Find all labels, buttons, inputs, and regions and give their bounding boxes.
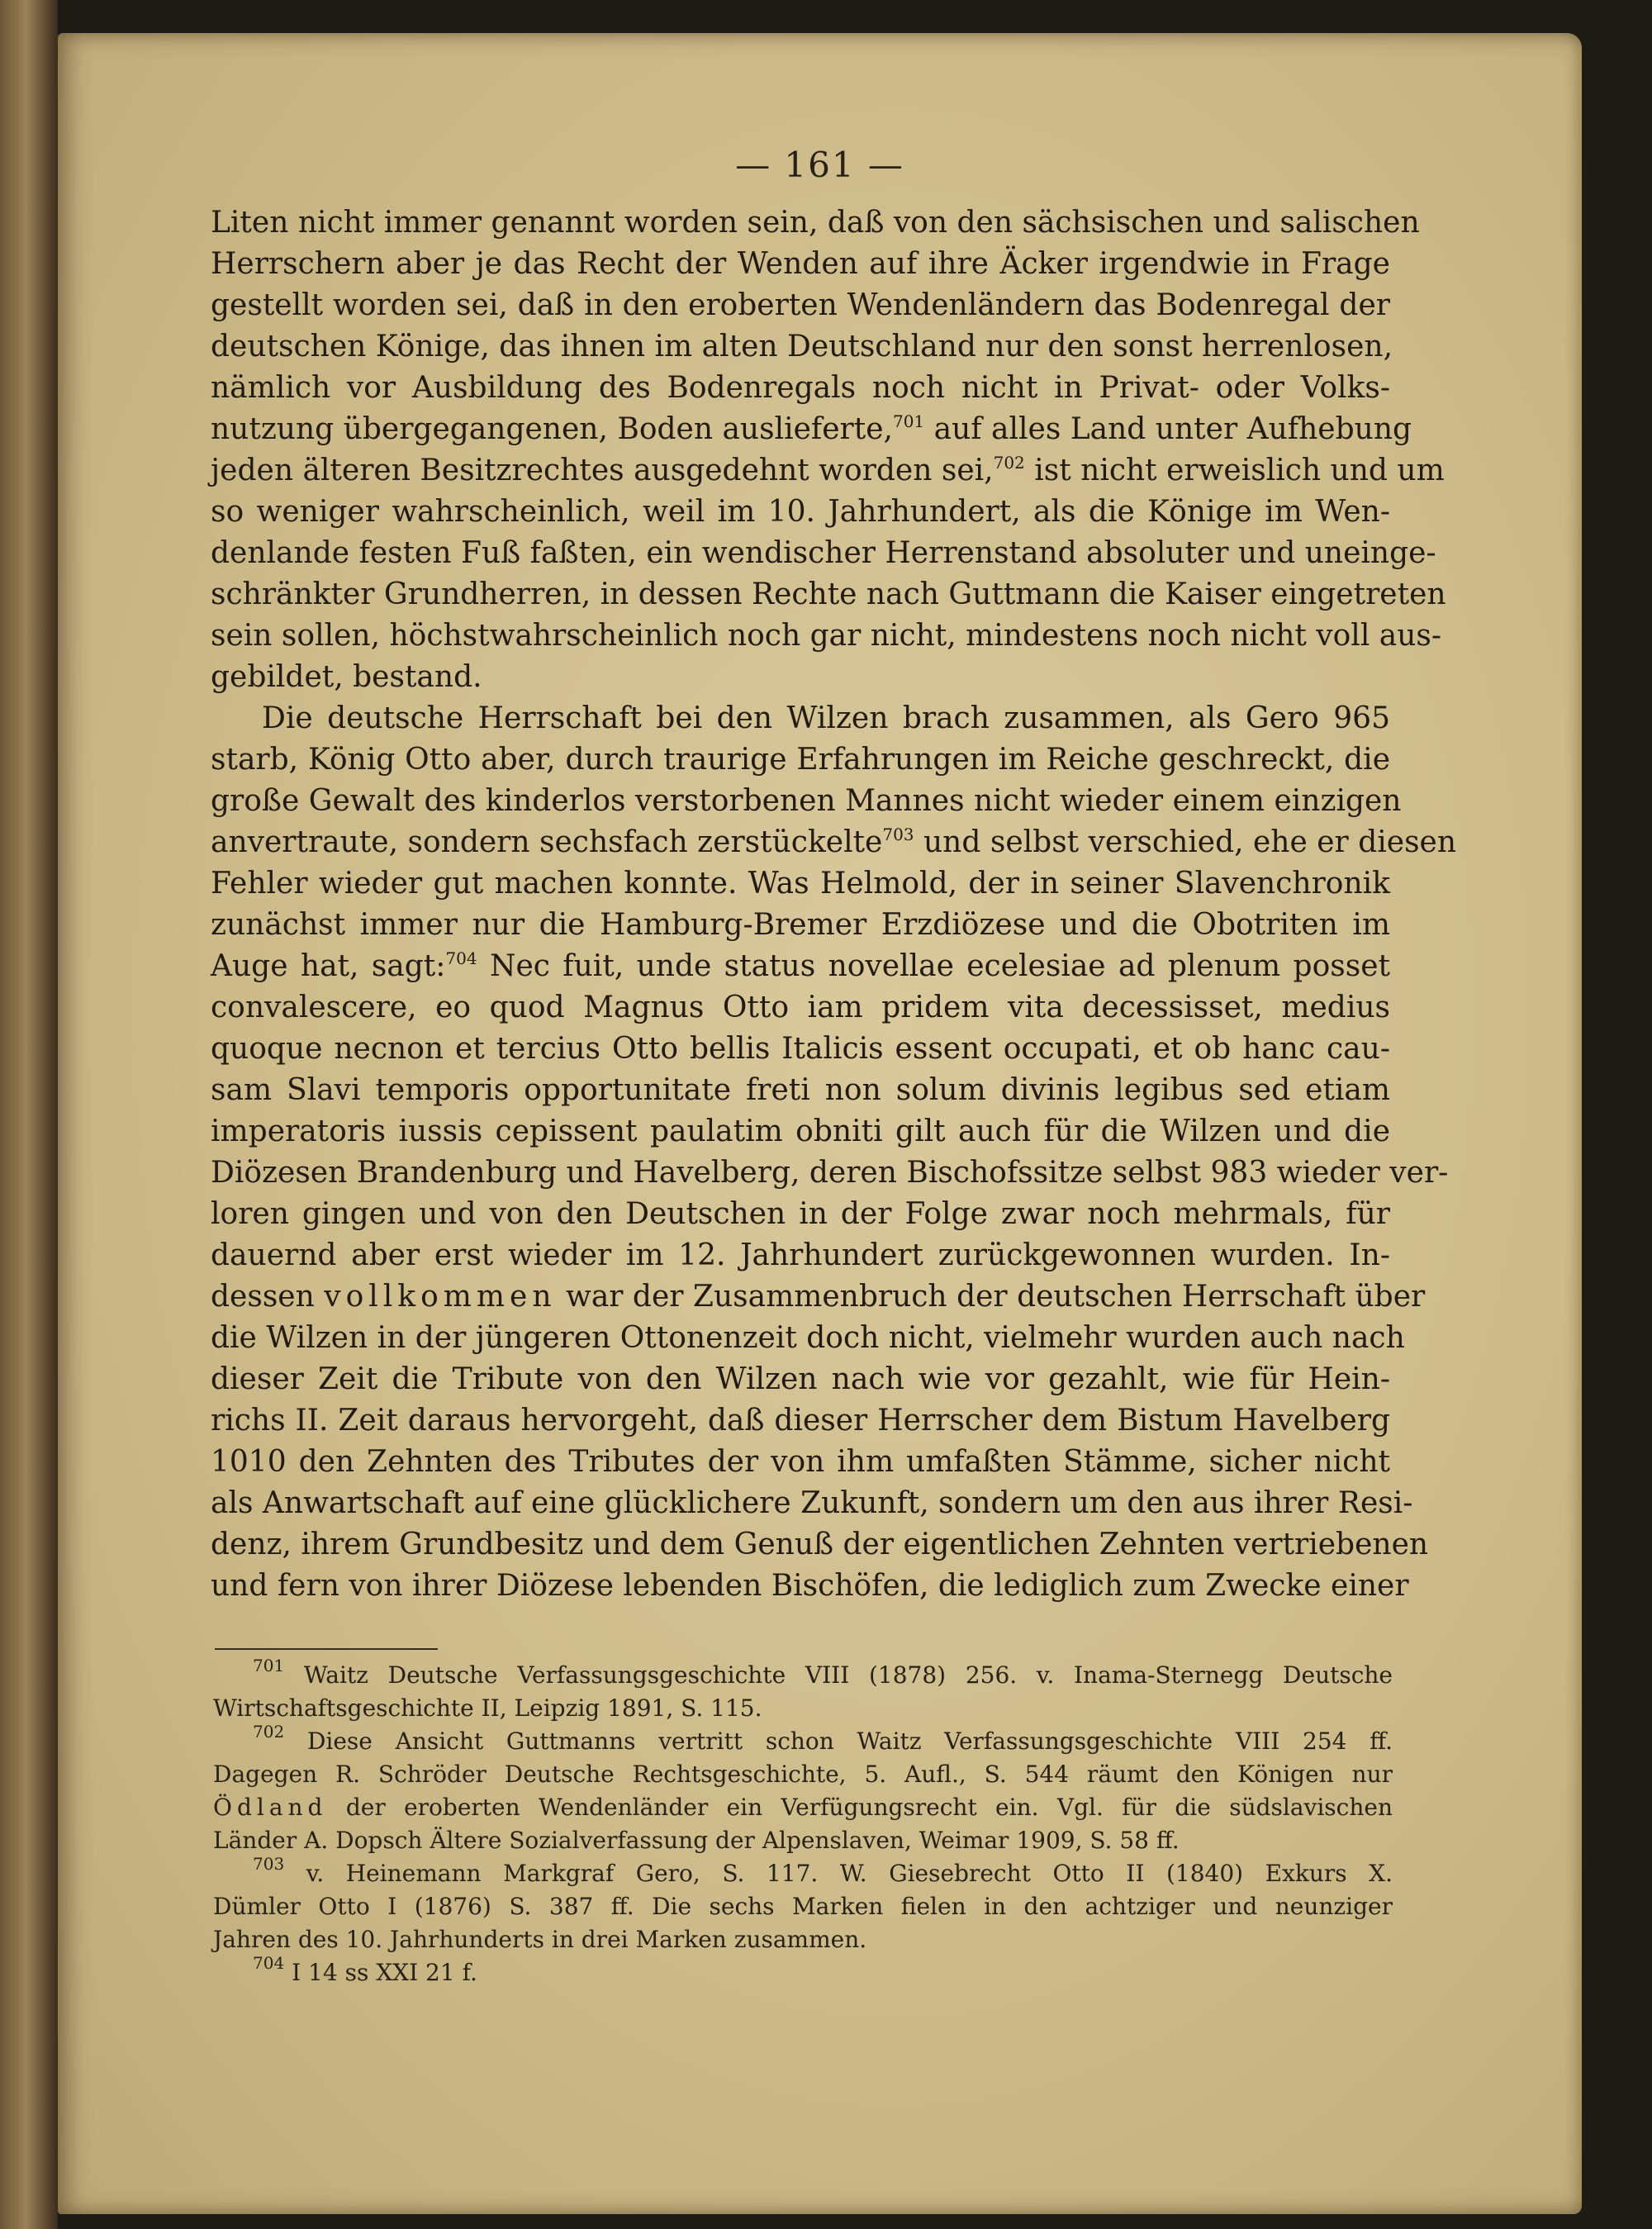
spaced-emphasis: Ödland: [213, 1794, 328, 1821]
footnote-line: $^{703}$ v. Heinemann Markgraf Gero, S. 117. W. Giesebrecht Otto II (1840) Exkurs X.: [253, 1854, 1393, 1887]
main-text: [211, 202, 1457, 1607]
text-line: gestellt worden sei, daß in den eroberten Wendenländern das Bodenregal der: [211, 288, 1390, 322]
footnote-line: Jahren des 10. Jahrhunderts in drei Marken zusammen.: [213, 1926, 867, 1953]
text-line: deutschen Könige, das ihnen im alten Deutschland nur den sonst herrenlosen,: [211, 330, 1393, 364]
text-line: sam Slavi temporis opportunitate freti non solum divinis legibus sed etiam: [211, 1073, 1390, 1107]
footnote-line: $^{701}$ Waitz Deutsche Verfassungsgeschichte VIII (1878) 256. v. Inama-Sternegg Deutsche: [253, 1656, 1393, 1689]
text-line: dauernd aber erst wieder im 12. Jahrhundert zurückgewonnen wurden. In-: [211, 1238, 1390, 1272]
text-line: denz, ihrem Grundbesitz und dem Genuß der eigentlichen Zehnten vertriebenen: [211, 1528, 1429, 1561]
footnote-ref: 704: [445, 948, 477, 968]
text-line: sein sollen, höchstwahrscheinlich noch gar nicht, mindestens noch nicht voll aus-: [211, 619, 1442, 653]
text-line: Liten nicht immer genannt worden sein, daß von den sächsischen und salischen: [211, 206, 1420, 240]
footnotes: [213, 1656, 1393, 1989]
footnote-line: $^{702}$ Diese Ansicht Guttmanns vertritt schon Waitz Verfassungsgeschichte VIII 254 ff.: [253, 1722, 1393, 1755]
text-line: schränkter Grundherren, in dessen Rechte nach Guttmann die Kaiser eingetreten: [211, 577, 1446, 611]
text-line: anvertraute, sondern sechsfach zerstückelte$^{703}$ und selbst verschied, ehe er diesen: [211, 825, 1457, 859]
text-line: die Wilzen in der jüngeren Ottonenzeit doch nicht, vielmehr wurden auch nach: [211, 1321, 1405, 1355]
text-line: gebildet, bestand.: [211, 660, 482, 694]
text-line: loren gingen und von den Deutschen in der Folge zwar noch mehrmals, für: [211, 1197, 1390, 1231]
footnote-line: Wirtschaftsgeschichte II, Leipzig 1891, S. 115.: [213, 1694, 762, 1722]
text-line: jeden älteren Besitzrechtes ausgedehnt worden sei,$^{702}$ ist nicht erweislich und um: [211, 453, 1445, 487]
text-line: dessen vollkommen war der Zusammenbruch der deutschen Herrschaft über: [211, 1280, 1426, 1314]
footnote-line: Länder A. Dopsch Ältere Sozialverfassung der Alpenslaven, Weimar 1909, S. 58 ff.: [213, 1827, 1180, 1854]
text-line: dieser Zeit die Tribute von den Wilzen nach wie vor gezahlt, wie für Hein-: [211, 1362, 1390, 1396]
footnote-ref: 702: [993, 453, 1025, 473]
text-line: nutzung übergegangenen, Boden auslieferte,$^{701}$ auf alles Land unter Aufhebung: [211, 411, 1412, 446]
footnote-line: Dümler Otto I (1876) S. 387 ff. Die sechs Marken fielen in den achtziger und neunziger: [213, 1893, 1393, 1920]
text-line: Auge hat, sagt:$^{704}$ Nec fuit, unde status novellae ecelesiae ad plenum posset: [211, 948, 1390, 983]
text-line: große Gewalt des kinderlos verstorbenen Mannes nicht wieder einem einzigen: [211, 784, 1402, 818]
text-line: denlande festen Fuß faßten, ein wendischer Herrenstand absoluter und uneinge-: [211, 536, 1436, 570]
text-line: richs II. Zeit daraus hervorgeht, daß dieser Herrscher dem Bistum Havelberg: [211, 1404, 1390, 1438]
text-line: starb, König Otto aber, durch traurige Erfahrungen im Reiche geschreckt, die: [211, 743, 1390, 777]
text-line: convalescere, eo quod Magnus Otto iam pridem vita decessisset, medius: [211, 991, 1390, 1024]
text-line: 1010 den Zehnten des Tributes der von ihm umfaßten Stämme, sicher nicht: [211, 1445, 1390, 1479]
text-line: Die deutsche Herrschaft bei den Wilzen brach zusammen, als Gero 965: [262, 701, 1390, 735]
footnote-ref: 703: [882, 825, 914, 844]
previous-page-edge: [0, 0, 58, 2229]
footnote-line: Dagegen R. Schröder Deutsche Rechtsgeschichte, 5. Aufl., S. 544 räumt den Königen nur: [213, 1761, 1393, 1788]
text-line: als Anwartschaft auf eine glücklichere Zukunft, sondern um den aus ihrer Resi-: [211, 1486, 1413, 1520]
text-line: imperatoris iussis cepissent paulatim obniti gilt auch für die Wilzen und die: [211, 1114, 1390, 1148]
footnote-number: 704: [253, 1953, 285, 1973]
footnote-line: $^{704}$ I 14 ss XXI 21 f.: [253, 1953, 477, 1986]
text-line: Herrschern aber je das Recht der Wenden auf ihre Äcker irgendwie in Frage: [211, 247, 1390, 281]
footnote-ref: 701: [892, 411, 925, 431]
text-line: und fern von ihrer Diözese lebenden Bischöfen, die lediglich zum Zwecke einer: [211, 1569, 1409, 1603]
footnote-number: 702: [253, 1722, 285, 1742]
footnote-line: Ödland der eroberten Wendenländer ein Verfügungsrecht ein. Vgl. für die südslavischen: [213, 1794, 1393, 1821]
text-line: Diözesen Brandenburg und Havelberg, deren Bischofssitze selbst 983 wieder ver-: [211, 1156, 1449, 1190]
book-page: [58, 33, 1582, 2214]
page-number: — 161 —: [735, 145, 904, 185]
text-line: nämlich vor Ausbildung des Bodenregals noch nicht in Privat- oder Volks-: [211, 371, 1390, 405]
text-line: so weniger wahrscheinlich, weil im 10. Jahrhundert, als die Könige im Wen-: [211, 495, 1390, 529]
text-line: Fehler wieder gut machen konnte. Was Helmold, der in seiner Slavenchronik: [211, 867, 1390, 901]
footnote-number: 703: [253, 1854, 285, 1874]
text-line: zunächst immer nur die Hamburg-Bremer Erzdiözese und die Obotriten im: [211, 908, 1390, 942]
footnote-divider: [215, 1648, 438, 1650]
footnote-number: 701: [253, 1656, 285, 1675]
text-line: quoque necnon et tercius Otto bellis Italicis essent occupati, et ob hanc cau-: [211, 1032, 1390, 1066]
spaced-emphasis: vollkommen: [324, 1280, 557, 1314]
